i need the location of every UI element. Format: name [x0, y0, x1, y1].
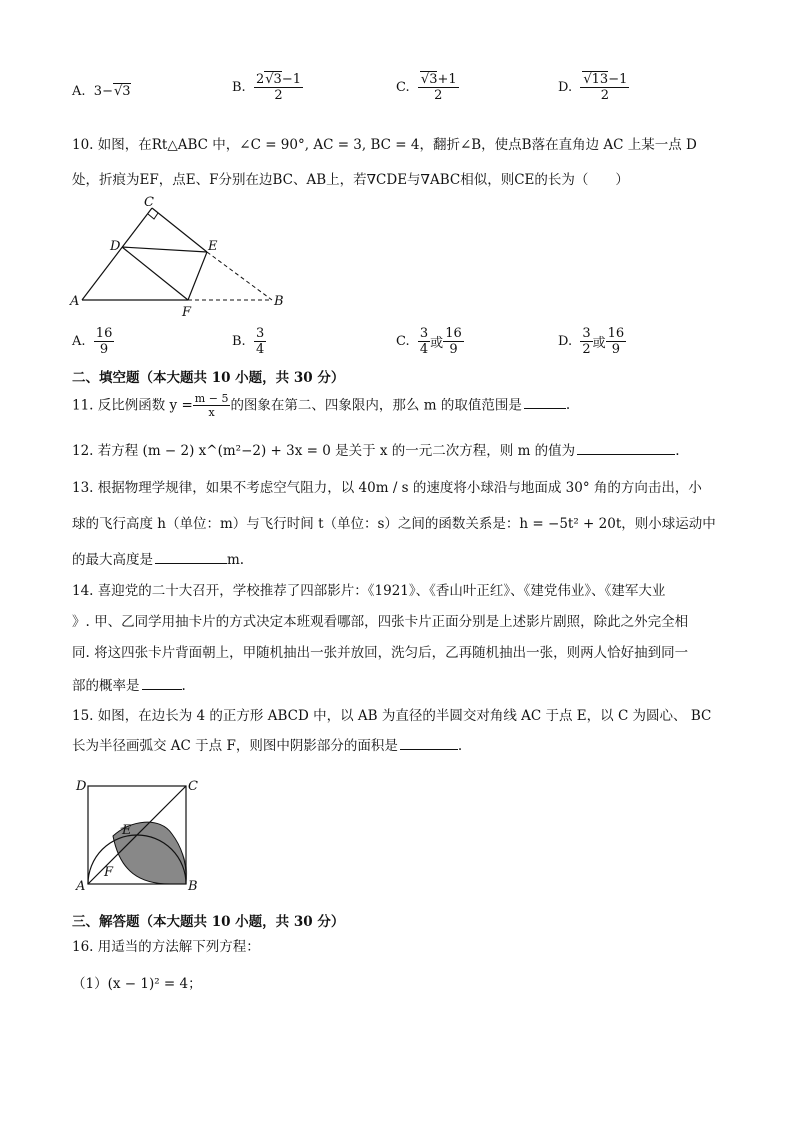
label-b: B — [274, 294, 284, 309]
q16-part1: （1）(x − 1)² = 4； — [72, 976, 202, 992]
q12: 12. 若方程 (m − 2) x^(m²−2) + 3x = 0 是关于 x 的一元二次方程，则 m 的值为 . — [72, 443, 680, 459]
q10-option-a: A. $\frac{16}{9}$ — [72, 326, 113, 357]
q15-line1: 15. 如图，在边长为 4 的正方形 ABCD 中，以 AB 为直径的半圆交对角线 AC 于点 E，以 C 为圆心、 BC — [72, 708, 712, 724]
q10-option-d: D. $\frac{3}{2}$ 或 $\frac{16}{9}$ — [558, 326, 625, 357]
q9-option-d: D. $\frac{√13-1}{2}$ — [558, 72, 628, 103]
label-d: D — [76, 779, 87, 794]
q11: 11. 反比例函数 y = $\frac{m - 5}{x}$ 的图象在第二、四象限内，那么 m 的取值范围是 . — [72, 392, 571, 419]
q16: 16. 用适当的方法解下列方程： — [72, 939, 260, 955]
label-b: B — [188, 879, 198, 892]
section2-title: 二、填空题（本大题共 10 小题，共 30 分） — [72, 370, 345, 386]
q14-line2: 》. 甲、乙同学用抽卡片的方式决定本班观看哪部，四张卡片正面分别是上述影片剧照，除此之外完全相 — [72, 614, 689, 630]
right-angle-mark — [148, 213, 158, 219]
q14-line3: 同. 将这四张卡片背面朝上，甲随机抽出一张并放回，洗匀后，乙再随机抽出一张，则两人恰好抽到同一 — [72, 645, 689, 661]
label-e: E — [122, 823, 132, 838]
q10-option-c: C. $\frac{3}{4}$ 或 $\frac{16}{9}$ — [396, 326, 462, 357]
label-f: F — [182, 305, 192, 320]
q13-line2: 球的飞行高度 h（单位：m）与飞行时间 t（单位：s）之间的函数关系是：h = −5t² + 20t，则小球运动中 — [72, 516, 716, 532]
label-f: F — [104, 865, 114, 880]
q14-line4: 部的概率是 . — [72, 678, 186, 694]
segment-ef — [188, 252, 207, 300]
q15-line2: 长为半径画弧交 AC 于点 F，则图中阴影部分的面积是 . — [72, 738, 463, 754]
segment-df — [122, 247, 188, 300]
q10-line2: 处，折痕为EF，点E、F分别在边BC、AB上，若∇CDE与∇ABC相似，则CE的长为（ ） — [72, 172, 629, 188]
q13-line1: 13. 根据物理学规律，如果不考虑空气阻力，以 40m / s 的速度将小球沿与地面成 30° 角的方向击出，小 — [72, 480, 702, 496]
label-e: E — [208, 239, 218, 254]
side-ce — [152, 208, 207, 252]
label-c: C — [144, 195, 154, 210]
q10-option-b: B. $\frac{3}{4}$ — [232, 326, 265, 357]
segment-de — [122, 247, 207, 252]
label-a: A — [70, 294, 80, 309]
label-a: A — [76, 879, 86, 892]
side-eb-dashed — [207, 252, 272, 300]
label-c: C — [188, 779, 198, 794]
q9-option-b: B. $\frac{2√3-1}{2}$ — [232, 72, 301, 103]
q9-option-a: A. 3−√3 — [72, 84, 131, 99]
label-d: D — [110, 239, 121, 254]
q15-figure — [70, 776, 210, 892]
q10-line1: 10. 如图，在Rt△ABC 中，∠C = 90°, AC = 3, BC = 4，翻折∠B，使点B落在直角边 AC 上某一点 D — [72, 137, 697, 153]
q10-figure — [64, 192, 304, 322]
q14-line1: 14. 喜迎党的二十大召开，学校推荐了四部影片：《1921》、《香山叶正红》、《建党伟业》、《建军大业 — [72, 583, 666, 599]
q13-line3: 的最大高度是 m. — [72, 552, 245, 568]
section3-title: 三、解答题（本大题共 10 小题，共 30 分） — [72, 914, 345, 930]
q9-option-c: C. $\frac{√3+1}{2}$ — [396, 72, 457, 103]
side-ac — [82, 208, 152, 300]
